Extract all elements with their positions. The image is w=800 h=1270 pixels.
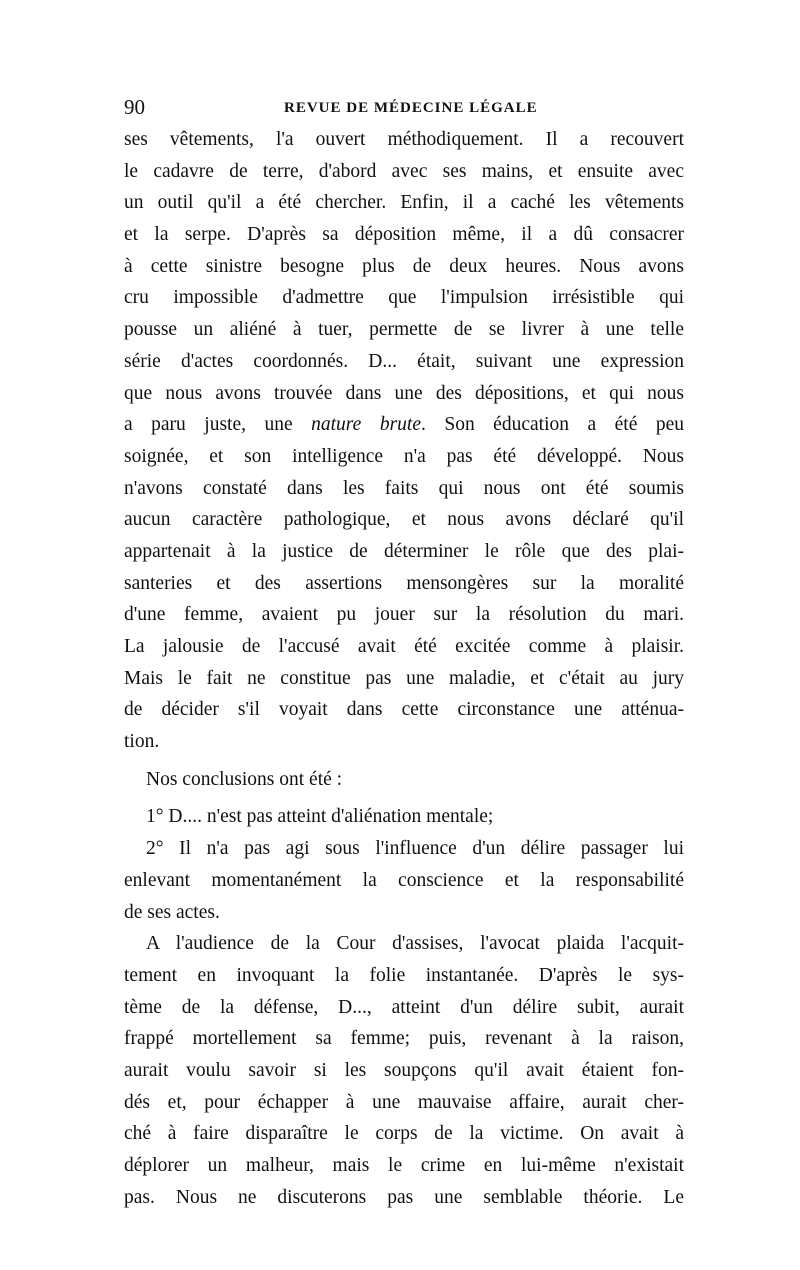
running-title: REVUE DE MÉDECINE LÉGALE <box>284 100 538 116</box>
text-line: aurait voulu savoir si les soupçons qu'il avait étaient fon- <box>124 1059 684 1081</box>
text-run: a paru juste, une <box>124 414 312 436</box>
page-header <box>124 94 684 120</box>
text-run: . Son éducation a été peu <box>420 414 684 436</box>
text-line: tème de la défense, D..., atteint d'un délire subit, aurait <box>124 996 684 1018</box>
text-line: soignée, et son intelligence n'a pas été développé. Nous <box>124 445 684 467</box>
text-line: Mais le fait ne constitue pas une maladie, et c'était au jury <box>124 667 684 689</box>
text-line: frappé mortellement sa femme; puis, revenant à la raison, <box>124 1028 684 1050</box>
text-line: de décider s'il voyait dans cette circonstance une atténua- <box>124 699 684 721</box>
text-line: d'une femme, avaient pu jouer sur la résolution du mari. <box>124 604 684 626</box>
text-line: A l'audience de la Cour d'assises, l'avocat plaida l'acquit- <box>146 933 684 955</box>
text-line: n'avons constaté dans les faits qui nous ont été soumis <box>124 477 684 499</box>
text-line-with-italic <box>124 409 684 441</box>
paragraph-continuation <box>124 124 684 758</box>
conclusion-item-1: 1° D.... n'est pas atteint d'aliénation mentale; <box>146 806 494 828</box>
text-line: et la serpe. D'après sa déposition même, il a dû consacrer <box>124 224 684 246</box>
body-text <box>124 124 684 1213</box>
text-line: un outil qu'il a été chercher. Enfin, il a caché les vêtements <box>124 192 684 214</box>
text-line: 2° Il n'a pas agi sous l'influence d'un délire passager lui <box>146 838 684 860</box>
italic-phrase: nature brute <box>311 414 421 436</box>
text-line: La jalousie de l'accusé avait été excitée comme à plaisir. <box>124 636 684 657</box>
text-line: santeries et des assertions mensongères sur la moralité <box>124 572 684 594</box>
text-line: le cadavre de terre, d'abord avec ses mains, et ensuite avec <box>124 160 684 182</box>
page-number: 90 <box>124 95 145 119</box>
text-line: enlevant momentanément la conscience et la responsabilité <box>124 869 684 891</box>
conclusion-item-2 <box>124 833 684 928</box>
text-line: de ses actes. <box>124 901 220 923</box>
text-line: déplorer un malheur, mais le crime en lui-même n'existait <box>124 1155 684 1176</box>
text-line: tion. <box>124 731 160 753</box>
text-line: aucun caractère pathologique, et nous avons déclaré qu'il <box>124 509 684 531</box>
text-line: pousse un aliéné à tuer, permette de se livrer à une telle <box>124 319 684 341</box>
text-line: cru impossible d'admettre que l'impulsion irrésistible qui <box>124 287 684 309</box>
text-line: appartenait à la justice de déterminer le rôle que des plai- <box>124 540 684 562</box>
text-line: à cette sinistre besogne plus de deux heures. Nous avons <box>124 255 684 277</box>
text-line: ses vêtements, l'a ouvert méthodiquement. Il a recouvert <box>124 129 684 150</box>
text-line: série d'actes coordonnés. D... était, suivant une expression <box>124 350 684 372</box>
conclusions-intro: Nos conclusions ont été : <box>146 768 343 790</box>
text-line: dés et, pour échapper à une mauvaise affaire, aurait cher- <box>124 1091 684 1113</box>
text-line: pas. Nous ne discuterons pas une semblable théorie. Le <box>124 1186 684 1208</box>
text-line: que nous avons trouvée dans une des dépositions, et qui nous <box>124 382 684 404</box>
text-line: ché à faire disparaître le corps de la victime. On avait à <box>124 1123 684 1145</box>
paragraph-trial <box>124 928 684 1213</box>
text-line: tement en invoquant la folie instantanée. D'après le sys- <box>124 964 684 986</box>
